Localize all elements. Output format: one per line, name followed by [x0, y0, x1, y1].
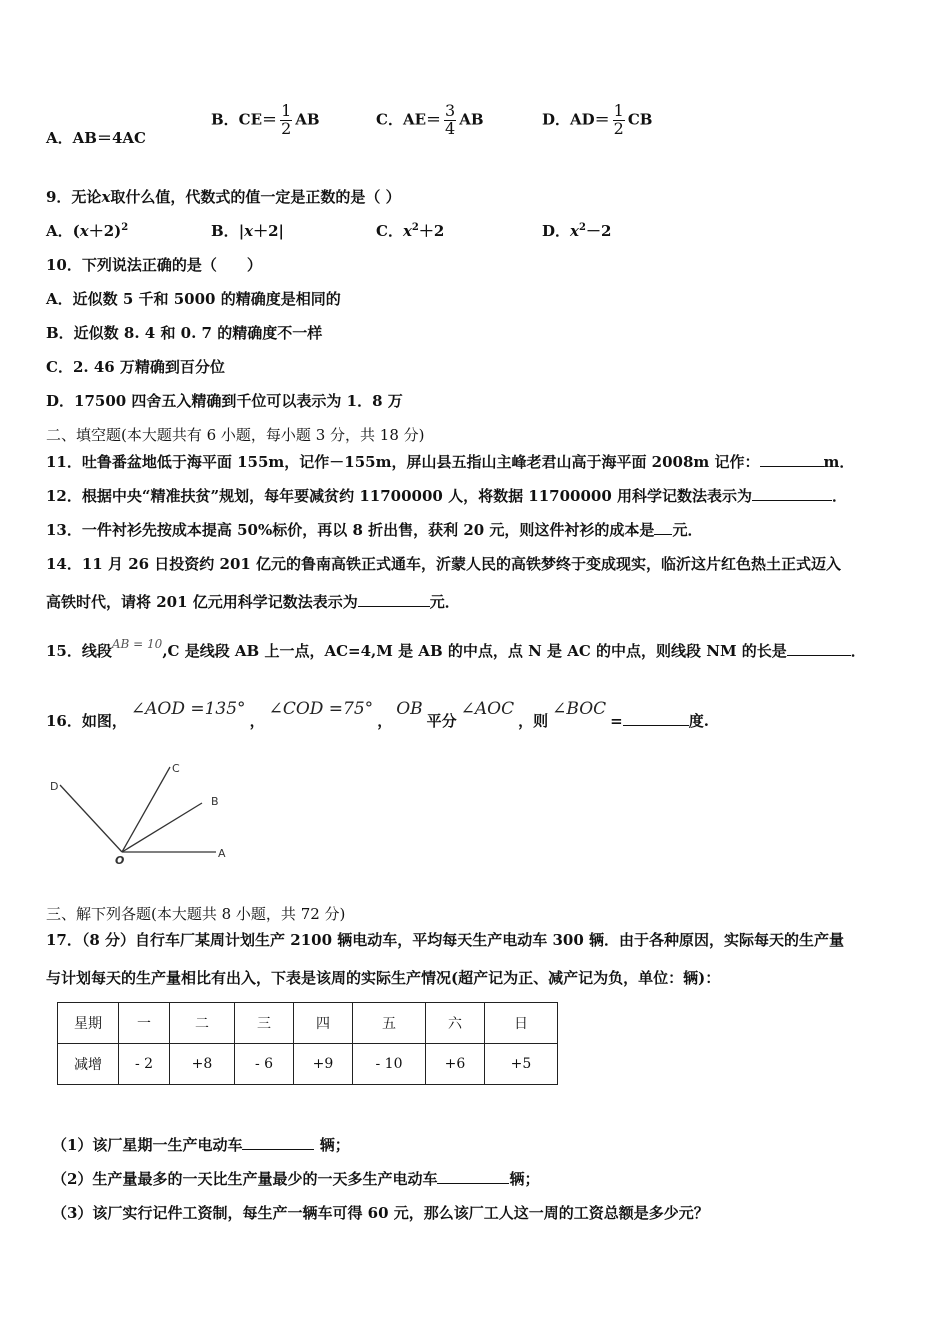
ray-ob	[122, 803, 202, 852]
q8-b-fraction	[280, 103, 292, 138]
q17-sub3: （3）该厂实行记件工资制，每生产一辆车可得 60 元，那么该厂工人这一周的工资总额是多少元？	[52, 1204, 709, 1222]
q9-a-var: x	[79, 222, 89, 240]
q17-sub2-end: 辆；	[509, 1170, 540, 1188]
q17-sub1-end: 辆；	[319, 1136, 350, 1154]
q8-option-a: A．AB＝4AC	[46, 129, 146, 147]
q17-sub1-text: （1）该厂星期一生产电动车	[52, 1136, 243, 1154]
q15-blank	[787, 641, 851, 656]
q16-sep3: ，则	[518, 712, 549, 730]
q10-stem: 10．下列说法正确的是（ ）	[46, 256, 262, 274]
q14-line1: 14．11 月 26 日投资约 201 亿元的鲁南高铁正式通车，沂蒙人民的高铁梦终于变成现实，临沂这片红色热土正式迈入	[46, 555, 842, 573]
table-row	[58, 1044, 558, 1085]
q9-option-d	[542, 220, 611, 241]
ray-od	[60, 785, 122, 852]
q17-sub2-text: （2）生产量最多的一天比生产量最少的一天多生产电动车	[52, 1170, 438, 1188]
q8-b-prefix: B．CE＝	[211, 110, 278, 129]
q13	[46, 519, 702, 540]
table-cell: 四	[294, 1003, 353, 1044]
q12-blank	[752, 486, 832, 501]
label-b: B	[211, 795, 219, 808]
q12-end: ．	[832, 487, 848, 505]
q9-c-rest: ＋2	[418, 222, 445, 240]
q9-a-label: A．	[46, 222, 73, 240]
table-cell: - 6	[235, 1044, 294, 1085]
q8-d-prefix: D．AD＝	[542, 110, 610, 129]
q14-line2-text: 高铁时代，请将 201 亿元用科学记数法表示为	[46, 593, 358, 611]
q9-a-rest: ＋2)	[88, 222, 122, 240]
q8-d-suffix: CB	[627, 110, 653, 129]
table-cell: +5	[485, 1044, 558, 1085]
q9-option-a	[46, 220, 128, 241]
q8-c-numerator: 3	[445, 101, 456, 120]
q9-d-sup: 2	[578, 222, 586, 233]
q9-b-open: |	[238, 222, 245, 240]
q9-option-c	[376, 220, 444, 241]
q16-prefix: 16．如图，	[46, 712, 127, 730]
q9-option-b	[211, 220, 284, 241]
label-c: C	[172, 762, 180, 775]
q15-rest: ,C 是线段 AB 上一点，AC=4,M 是 AB 的中点，点 N 是 AC 的中点，则线段 NM 的长是	[162, 642, 787, 660]
q9-c-label: C．	[376, 222, 403, 240]
q16-sep1: ，	[249, 712, 265, 730]
q10-option-b: B．近似数 8. 4 和 0. 7 的精确度不一样	[46, 324, 323, 342]
label-a: A	[218, 847, 226, 860]
q9-b-var: x	[244, 222, 254, 240]
ray-oc	[122, 767, 170, 852]
q8-d-numerator: 1	[613, 101, 624, 120]
q16-blank	[623, 711, 689, 726]
q14-blank	[358, 592, 430, 607]
table-cell: 六	[426, 1003, 485, 1044]
q8-c-fraction	[444, 103, 456, 138]
table-cell: +9	[294, 1044, 353, 1085]
q8-c-prefix: C．AE＝	[376, 110, 442, 129]
q9-stem	[46, 186, 401, 207]
q8-option-b	[211, 103, 320, 138]
q15-prefix: 15．线段	[46, 642, 112, 660]
q15-end: ．	[850, 642, 866, 660]
q16-ray-ob: OB	[396, 699, 423, 719]
q9-stem-a: 9．无论	[46, 188, 102, 206]
q16-angle-aoc: ∠AOC	[460, 699, 515, 719]
q11-unit: m．	[823, 453, 855, 471]
q8-b-denominator: 2	[281, 118, 292, 138]
q16-word: 平分	[426, 712, 457, 730]
q8-b-suffix: AB	[295, 110, 320, 129]
q9-a-sup: 2	[121, 222, 129, 233]
table-cell: 二	[170, 1003, 235, 1044]
q9-b-rest: ＋2|	[253, 222, 285, 240]
q9-var: x	[101, 188, 111, 206]
q16	[46, 699, 709, 731]
q12-text: 12．根据中央“精准扶贫”规划，每年要减贫约 11700000 人，将数据 11700000 用科学记数法表示为	[46, 487, 753, 505]
q14-end: 元．	[429, 593, 460, 611]
q17-sub2	[52, 1168, 539, 1189]
q10-option-c: C．2. 46 万精确到百分位	[46, 358, 225, 376]
q13-text: 13．一件衬衫先按成本提高 50%标价，再以 8 折出售，获利 20 元，则这件衬衫的成本是	[46, 521, 655, 539]
q16-end: 度.	[688, 712, 709, 730]
q10-option-d: D．17500 四舍五入精确到千位可以表示为 1．8 万	[46, 392, 403, 410]
table-cell: 一	[119, 1003, 170, 1044]
table-cell: - 2	[119, 1044, 170, 1085]
q17-sub2-blank	[437, 1169, 509, 1184]
label-o: O	[115, 854, 125, 867]
table-cell: 五	[353, 1003, 426, 1044]
table-cell: 日	[485, 1003, 558, 1044]
q8-option-d	[542, 103, 652, 138]
q12	[46, 485, 847, 506]
q16-angle-boc: ∠BOC	[552, 699, 607, 719]
table-cell: 星期	[58, 1003, 119, 1044]
q17-sub1-blank	[242, 1135, 314, 1150]
q8-d-denominator: 2	[613, 118, 624, 138]
q17-sub1	[52, 1134, 350, 1155]
q16-angle-aod: ∠AOD =135°	[130, 699, 246, 719]
q9-d-rest: －2	[585, 222, 612, 240]
q9-c-var: x	[402, 222, 412, 240]
table-cell: +8	[170, 1044, 235, 1085]
q9-a-open: (	[72, 222, 80, 240]
q14-line2	[46, 591, 460, 612]
q8-d-fraction	[613, 103, 625, 138]
q8-b-numerator: 1	[281, 101, 292, 120]
q11-blank	[760, 452, 824, 467]
q17-line2: 与计划每天的生产量相比有出入，下表是该周的实际生产情况(超产记为正、减产记为负，单位：辆)：	[46, 969, 721, 987]
angle-figure	[40, 755, 250, 870]
table-cell: +6	[426, 1044, 485, 1085]
q13-end: 元．	[672, 521, 703, 539]
table-cell: 减增	[58, 1044, 119, 1085]
q10-option-a: A．近似数 5 千和 5000 的精确度是相同的	[46, 290, 341, 308]
q13-blank	[654, 520, 672, 535]
table-cell: 三	[235, 1003, 294, 1044]
q9-d-var: x	[570, 222, 579, 240]
table-cell: - 10	[353, 1044, 426, 1085]
q16-sep2: ，	[377, 712, 393, 730]
q16-angle-cod: ∠COD =75°	[268, 699, 374, 719]
q9-stem-b: 取什么值，代数式的值一定是正数的是（ ）	[110, 188, 401, 206]
q9-c-sup: 2	[411, 222, 419, 233]
q8-c-suffix: AB	[459, 110, 484, 129]
q11-text: 11．吐鲁番盆地低于海平面 155m，记作－155m，屏山县五指山主峰老君山高于海平面 2008m 记作：	[46, 453, 760, 471]
table-header-row	[58, 1003, 558, 1044]
q15-math: AB = 10	[111, 637, 163, 651]
q8-c-denominator: 4	[445, 118, 456, 138]
q9-b-label: B．	[211, 222, 239, 240]
q15	[46, 637, 866, 661]
q9-d-label: D．	[542, 222, 571, 240]
q11	[46, 451, 854, 472]
label-d: D	[50, 780, 59, 793]
q17-line1: 17．（8 分）自行车厂某周计划生产 2100 辆电动车，平均每天生产电动车 300 辆．由于各种原因，实际每天的生产量	[46, 931, 844, 949]
section-2-heading: 二、填空题(本大题共有 6 小题，每小题 3 分，共 18 分)	[46, 426, 425, 444]
production-table	[57, 1002, 558, 1085]
q16-eq: =	[610, 712, 623, 730]
q8-option-c	[376, 103, 484, 138]
section-3-heading: 三、解下列各题(本大题共 8 小题，共 72 分)	[46, 905, 346, 923]
